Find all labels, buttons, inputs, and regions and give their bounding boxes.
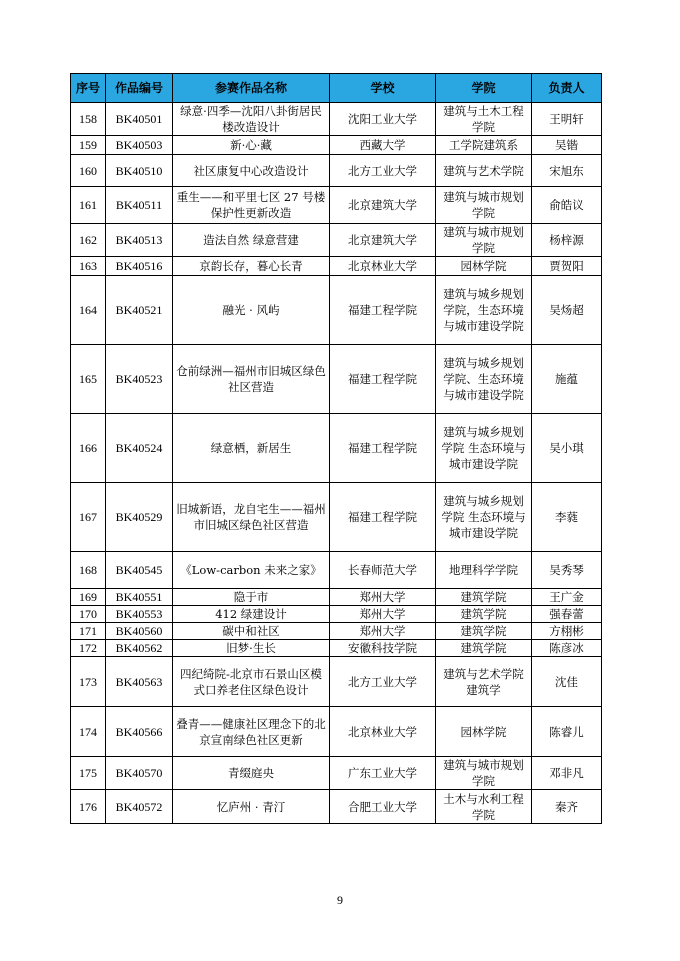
table-row bbox=[71, 707, 602, 757]
cell-school: 北京林业大学 bbox=[330, 257, 436, 276]
table-row bbox=[71, 345, 602, 414]
table-row bbox=[71, 657, 602, 707]
cell-name: 造法自然 绿意营建 bbox=[173, 224, 330, 257]
table-row bbox=[71, 623, 602, 640]
cell-college: 建筑与艺术学院 bbox=[436, 155, 532, 187]
cell-school: 广东工业大学 bbox=[330, 757, 436, 790]
cell-college: 建筑与城市规划学院 bbox=[436, 757, 532, 790]
cell-id: BK40510 bbox=[106, 155, 173, 187]
cell-name: 仓前绿洲—福州市旧城区绿色社区营造 bbox=[173, 345, 330, 414]
table-row bbox=[71, 224, 602, 257]
cell-college: 建筑与城乡规划学院 生态环境与城市建设学院 bbox=[436, 483, 532, 552]
cell-school: 北方工业大学 bbox=[330, 155, 436, 187]
cell-college: 建筑与城乡规划学院 生态环境与城市建设学院 bbox=[436, 414, 532, 483]
table-header-row bbox=[71, 74, 602, 103]
cell-name: 京韵长存，暮心长青 bbox=[173, 257, 330, 276]
cell-leader: 强春蕾 bbox=[532, 606, 602, 623]
cell-id: BK40503 bbox=[106, 136, 173, 155]
header-name: 参赛作品名称 bbox=[173, 74, 330, 103]
cell-seq: 159 bbox=[71, 136, 106, 155]
cell-name: 叠青——健康社区理念下的北京宣南绿色社区更新 bbox=[173, 707, 330, 757]
projects-table bbox=[70, 73, 602, 824]
cell-name: 青缀庭央 bbox=[173, 757, 330, 790]
cell-school: 长春师范大学 bbox=[330, 552, 436, 589]
cell-seq: 176 bbox=[71, 790, 106, 824]
table-row bbox=[71, 187, 602, 224]
cell-seq: 163 bbox=[71, 257, 106, 276]
cell-leader: 李蕤 bbox=[532, 483, 602, 552]
cell-seq: 170 bbox=[71, 606, 106, 623]
cell-seq: 167 bbox=[71, 483, 106, 552]
cell-seq: 171 bbox=[71, 623, 106, 640]
cell-college: 建筑学院 bbox=[436, 589, 532, 606]
cell-college: 园林学院 bbox=[436, 707, 532, 757]
cell-seq: 168 bbox=[71, 552, 106, 589]
cell-seq: 160 bbox=[71, 155, 106, 187]
cell-school: 合肥工业大学 bbox=[330, 790, 436, 824]
cell-id: BK40553 bbox=[106, 606, 173, 623]
cell-college: 建筑学院 bbox=[436, 606, 532, 623]
cell-college: 园林学院 bbox=[436, 257, 532, 276]
cell-college: 建筑与艺术学院建筑学 bbox=[436, 657, 532, 707]
cell-id: BK40560 bbox=[106, 623, 173, 640]
table-row bbox=[71, 155, 602, 187]
table-row bbox=[71, 757, 602, 790]
cell-name: 社区康复中心改造设计 bbox=[173, 155, 330, 187]
table-body bbox=[71, 103, 602, 824]
cell-leader: 沈佳 bbox=[532, 657, 602, 707]
table-row bbox=[71, 640, 602, 657]
cell-name: 隐于市 bbox=[173, 589, 330, 606]
cell-id: BK40563 bbox=[106, 657, 173, 707]
cell-school: 郑州大学 bbox=[330, 606, 436, 623]
cell-name: 412 绿建设计 bbox=[173, 606, 330, 623]
cell-name: 四纪绮院-北京市石景山区模式口养老住区绿色设计 bbox=[173, 657, 330, 707]
cell-leader: 宋旭东 bbox=[532, 155, 602, 187]
cell-id: BK40501 bbox=[106, 103, 173, 136]
cell-seq: 173 bbox=[71, 657, 106, 707]
cell-school: 北京建筑大学 bbox=[330, 187, 436, 224]
cell-college: 建筑与城乡规划学院，生态环境与城市建设学院 bbox=[436, 276, 532, 345]
cell-id: BK40524 bbox=[106, 414, 173, 483]
cell-school: 北方工业大学 bbox=[330, 657, 436, 707]
cell-school: 北京建筑大学 bbox=[330, 224, 436, 257]
cell-seq: 175 bbox=[71, 757, 106, 790]
cell-seq: 174 bbox=[71, 707, 106, 757]
cell-college: 建筑与城市规划学院 bbox=[436, 224, 532, 257]
cell-name: 旧城新语，龙自宅生——福州市旧城区绿色社区营造 bbox=[173, 483, 330, 552]
cell-school: 福建工程学院 bbox=[330, 414, 436, 483]
table-row bbox=[71, 589, 602, 606]
cell-name: 绿意·四季—沈阳八卦街居民楼改造设计 bbox=[173, 103, 330, 136]
cell-school: 福建工程学院 bbox=[330, 276, 436, 345]
cell-school: 福建工程学院 bbox=[330, 483, 436, 552]
cell-seq: 166 bbox=[71, 414, 106, 483]
table-row bbox=[71, 103, 602, 136]
cell-id: BK40513 bbox=[106, 224, 173, 257]
cell-seq: 172 bbox=[71, 640, 106, 657]
cell-id: BK40511 bbox=[106, 187, 173, 224]
cell-leader: 方栩彬 bbox=[532, 623, 602, 640]
table-row bbox=[71, 606, 602, 623]
cell-leader: 王明轩 bbox=[532, 103, 602, 136]
cell-school: 安徽科技学院 bbox=[330, 640, 436, 657]
cell-college: 建筑与土木工程学院 bbox=[436, 103, 532, 136]
cell-leader: 王广金 bbox=[532, 589, 602, 606]
cell-id: BK40523 bbox=[106, 345, 173, 414]
cell-seq: 169 bbox=[71, 589, 106, 606]
table-row bbox=[71, 552, 602, 589]
cell-id: BK40521 bbox=[106, 276, 173, 345]
cell-school: 郑州大学 bbox=[330, 589, 436, 606]
header-college: 学院 bbox=[436, 74, 532, 103]
cell-leader: 施蕴 bbox=[532, 345, 602, 414]
cell-leader: 吴锴 bbox=[532, 136, 602, 155]
table-row bbox=[71, 483, 602, 552]
cell-leader: 邓非凡 bbox=[532, 757, 602, 790]
cell-school: 福建工程学院 bbox=[330, 345, 436, 414]
cell-id: BK40545 bbox=[106, 552, 173, 589]
cell-school: 西藏大学 bbox=[330, 136, 436, 155]
cell-seq: 161 bbox=[71, 187, 106, 224]
cell-school: 北京林业大学 bbox=[330, 707, 436, 757]
cell-leader: 吴小琪 bbox=[532, 414, 602, 483]
cell-leader: 吴炀超 bbox=[532, 276, 602, 345]
cell-id: BK40529 bbox=[106, 483, 173, 552]
header-leader: 负责人 bbox=[532, 74, 602, 103]
table-row bbox=[71, 276, 602, 345]
cell-name: 融光 · 风屿 bbox=[173, 276, 330, 345]
table-row bbox=[71, 136, 602, 155]
table-row bbox=[71, 257, 602, 276]
cell-leader: 陈彦冰 bbox=[532, 640, 602, 657]
cell-seq: 158 bbox=[71, 103, 106, 136]
cell-name: 碳中和社区 bbox=[173, 623, 330, 640]
cell-school: 郑州大学 bbox=[330, 623, 436, 640]
cell-college: 建筑与城乡规划学院、生态环境与城市建设学院 bbox=[436, 345, 532, 414]
cell-name: 重生——和平里七区 27 号楼保护性更新改造 bbox=[173, 187, 330, 224]
cell-id: BK40566 bbox=[106, 707, 173, 757]
cell-name: 新·心·藏 bbox=[173, 136, 330, 155]
cell-id: BK40570 bbox=[106, 757, 173, 790]
cell-name: 旧梦·生长 bbox=[173, 640, 330, 657]
header-seq: 序号 bbox=[71, 74, 106, 103]
cell-leader: 贾贺阳 bbox=[532, 257, 602, 276]
cell-seq: 162 bbox=[71, 224, 106, 257]
cell-name: 忆庐州 · 青汀 bbox=[173, 790, 330, 824]
cell-college: 地理科学学院 bbox=[436, 552, 532, 589]
cell-college: 建筑学院 bbox=[436, 623, 532, 640]
table-row bbox=[71, 414, 602, 483]
cell-name: 《Low-carbon 未来之家》 bbox=[173, 552, 330, 589]
cell-college: 工学院建筑系 bbox=[436, 136, 532, 155]
cell-seq: 165 bbox=[71, 345, 106, 414]
cell-name: 绿意栖，新居生 bbox=[173, 414, 330, 483]
cell-leader: 吴秀琴 bbox=[532, 552, 602, 589]
header-school: 学校 bbox=[330, 74, 436, 103]
cell-id: BK40562 bbox=[106, 640, 173, 657]
cell-school: 沈阳工业大学 bbox=[330, 103, 436, 136]
cell-college: 建筑学院 bbox=[436, 640, 532, 657]
cell-leader: 秦齐 bbox=[532, 790, 602, 824]
page-number: 9 bbox=[337, 893, 343, 907]
cell-leader: 陈睿儿 bbox=[532, 707, 602, 757]
table-row bbox=[71, 790, 602, 824]
cell-leader: 杨梓源 bbox=[532, 224, 602, 257]
cell-id: BK40516 bbox=[106, 257, 173, 276]
cell-college: 土木与水利工程学院 bbox=[436, 790, 532, 824]
cell-seq: 164 bbox=[71, 276, 106, 345]
cell-id: BK40551 bbox=[106, 589, 173, 606]
header-id: 作品编号 bbox=[106, 74, 173, 103]
cell-college: 建筑与城市规划学院 bbox=[436, 187, 532, 224]
cell-id: BK40572 bbox=[106, 790, 173, 824]
cell-leader: 俞皓议 bbox=[532, 187, 602, 224]
